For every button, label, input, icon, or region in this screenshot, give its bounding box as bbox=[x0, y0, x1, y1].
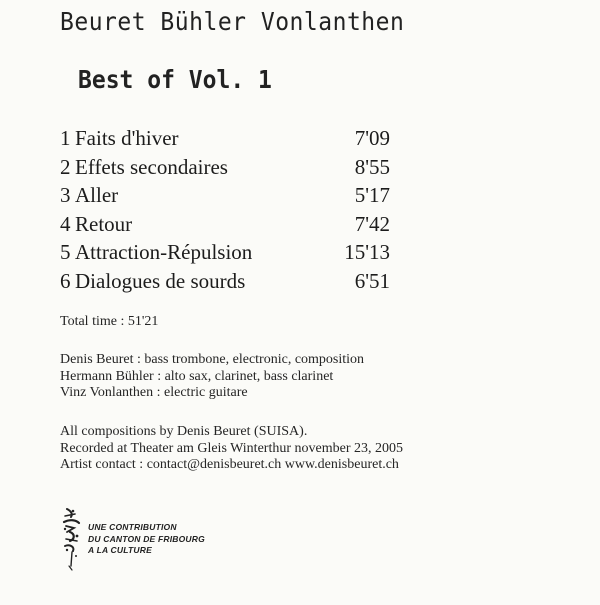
track-title: Aller bbox=[75, 183, 119, 208]
track-number: 2 bbox=[60, 154, 71, 179]
track-title: Dialogues de sourds bbox=[75, 268, 246, 293]
info-line: Artist contact : contact@denisbeuret.ch www.denisbeuret.ch bbox=[60, 457, 399, 472]
track-number: 3 bbox=[60, 183, 71, 208]
logo-caption-line: A LA CULTURE bbox=[88, 545, 152, 555]
track-title: Retour bbox=[75, 211, 133, 236]
track-number: 4 bbox=[60, 211, 71, 236]
logo-caption-line: UNE CONTRIBUTION bbox=[88, 522, 177, 532]
track-row bbox=[60, 124, 400, 153]
credit-line: Vinz Vonlanthen : electric guitare bbox=[60, 385, 248, 400]
track-row bbox=[60, 267, 400, 296]
info-line: All compositions by Denis Beuret (SUISA). bbox=[60, 424, 308, 439]
track-row bbox=[60, 181, 400, 210]
track-number: 6 bbox=[60, 268, 71, 293]
logo-caption bbox=[88, 522, 205, 557]
info-line: Recorded at Theater am Gleis Winterthur november 23, 2005 bbox=[60, 440, 403, 456]
credit-line: Denis Beuret : bass trombone, electronic, composition bbox=[60, 352, 365, 367]
track-title: Attraction-Répulsion bbox=[75, 240, 253, 265]
track-row bbox=[60, 210, 400, 239]
track-duration: 6'51 bbox=[354, 268, 390, 293]
track-duration: 15'13 bbox=[344, 240, 390, 265]
track-duration: 8'55 bbox=[354, 154, 390, 179]
album-title: Best of Vol. 1 bbox=[78, 66, 272, 95]
credit-line: Hermann Bühler : alto sax, clarinet, bass clarinet bbox=[60, 368, 334, 384]
track-list bbox=[60, 124, 400, 296]
track-title: Effets secondaires bbox=[75, 154, 228, 179]
track-duration: 7'42 bbox=[354, 211, 390, 236]
fribourg-culture-logo-icon bbox=[60, 506, 86, 572]
track-number: 5 bbox=[60, 240, 71, 265]
artist-name: Beuret Bühler Vonlanthen bbox=[60, 8, 405, 37]
track-row bbox=[60, 153, 400, 182]
canton-fribourg-logo bbox=[60, 506, 230, 572]
track-duration: 7'09 bbox=[354, 126, 390, 150]
track-number: 1 bbox=[60, 126, 71, 150]
track-duration: 5'17 bbox=[354, 183, 390, 208]
track-row bbox=[60, 238, 400, 267]
total-time: Total time : 51'21 bbox=[60, 314, 159, 329]
recording-info bbox=[60, 424, 403, 474]
logo-caption-line: DU CANTON DE FRIBOURG bbox=[88, 533, 205, 544]
musician-credits bbox=[60, 352, 364, 402]
track-title: Faits d'hiver bbox=[75, 126, 179, 150]
